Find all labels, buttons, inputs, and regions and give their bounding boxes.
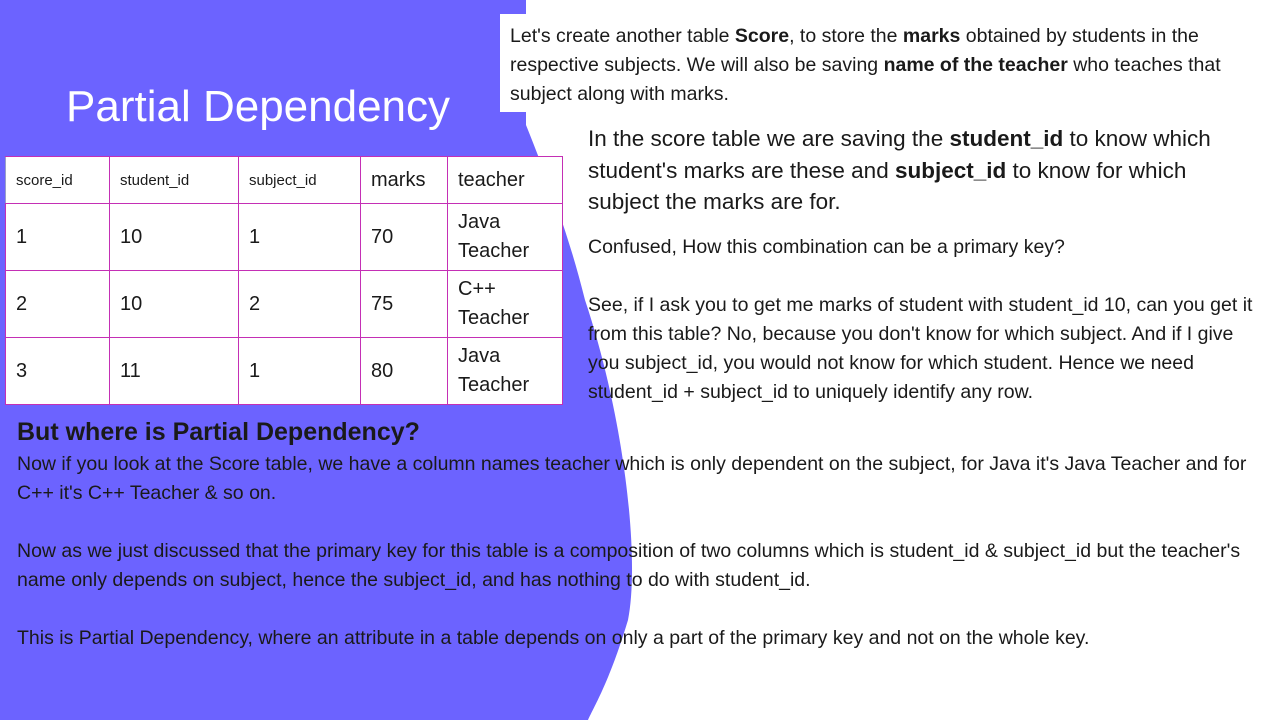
- explain-text: to know for which subject the marks are for.: [588, 157, 1187, 214]
- partial-paragraph: Now if you look at the Score table, we have a column names teacher which is only dependent on the subject, for Java it's Java Teacher and for C++ it's C++ Teacher & so on.: [17, 453, 1247, 504]
- table-header-cell: score_id: [6, 157, 110, 204]
- table-cell: 1: [239, 338, 361, 405]
- table-cell: Java Teacher: [448, 338, 563, 405]
- intro-emphasis-teacher: name of the teacher: [883, 54, 1068, 76]
- intro-emphasis-score: Score: [734, 25, 790, 47]
- table-cell: C++ Teacher: [448, 271, 563, 338]
- intro-text: Let's create another table: [510, 25, 735, 47]
- table-row: [6, 338, 563, 405]
- intro-text: who teaches that subject along with marks.: [510, 54, 1221, 105]
- table-cell: 75: [361, 271, 448, 338]
- partial-dependency-heading: But where is Partial Dependency?: [17, 418, 420, 446]
- partial-dependency-body: [17, 450, 1267, 653]
- table-cell: 10: [110, 271, 239, 338]
- slide-title: Partial Dependency: [66, 82, 451, 131]
- intro-text: obtained by students in the respective subjects. We will also be saving: [510, 25, 1199, 76]
- table-cell: 11: [110, 338, 239, 405]
- table-cell: 1: [6, 204, 110, 271]
- partial-paragraph: Now as we just discussed that the primary key for this table is a composition of two columns which is student_id & subject_id but the teacher's name only depends on subject, hence the subject_id, and has nothing to do with student_id.: [17, 540, 1241, 591]
- intro-text-box: [500, 14, 1235, 112]
- confused-answer: See, if I ask you to get me marks of student with student_id 10, can you get it from this table? No, because you don't know for which subject. And if I give you subject_id, you would not know for which student. Hence we need student_id + subject_id to uniquely identify any row.: [588, 294, 1253, 403]
- explain-emphasis-subject-id: subject_id: [894, 157, 1007, 183]
- intro-emphasis-marks: marks: [902, 25, 961, 47]
- table-cell: 70: [361, 204, 448, 271]
- table-cell: 10: [110, 204, 239, 271]
- explain-emphasis-student-id: student_id: [949, 126, 1064, 151]
- intro-text: , to store the: [789, 25, 903, 47]
- table-cell: 80: [361, 338, 448, 405]
- confused-question: Confused, How this combination can be a primary key?: [588, 236, 1065, 258]
- table-header-cell: teacher: [448, 157, 563, 204]
- table-cell: 2: [6, 271, 110, 338]
- table-header-row: [6, 157, 563, 204]
- partial-paragraph: This is Partial Dependency, where an attribute in a table depends on only a part of the primary key and not on the whole key.: [17, 627, 1090, 649]
- table-header-cell: subject_id: [239, 157, 361, 204]
- table-row: [6, 271, 563, 338]
- score-table-explanation: [588, 123, 1228, 218]
- table-cell: 2: [239, 271, 361, 338]
- score-table: [5, 156, 563, 405]
- table-cell: Java Teacher: [448, 204, 563, 271]
- table-header-cell: student_id: [110, 157, 239, 204]
- explain-text: to know which student's marks are these and: [588, 126, 1211, 183]
- table-header-cell: marks: [361, 157, 448, 204]
- table-row: [6, 204, 563, 271]
- explain-text: In the score table we are saving the: [588, 126, 950, 151]
- table-cell: 1: [239, 204, 361, 271]
- primary-key-explanation: [588, 233, 1258, 407]
- table-cell: 3: [6, 338, 110, 405]
